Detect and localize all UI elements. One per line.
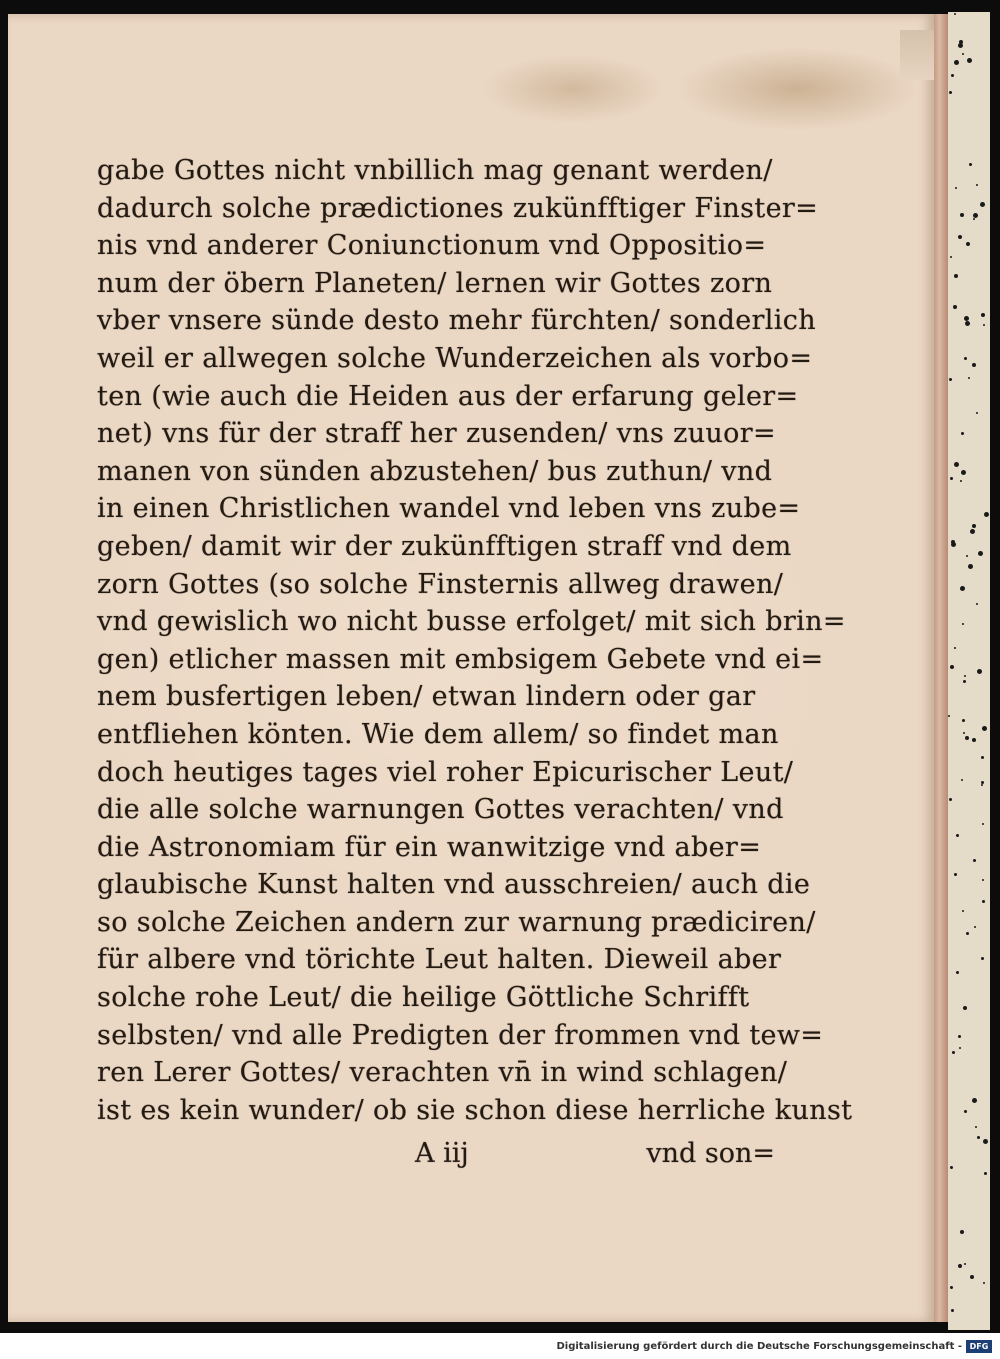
speck [954,274,958,278]
funding-credit: Digitalisierung gefördert durch die Deutsche Forschungsgemeinschaft - [556,1341,962,1352]
text-line: zorn Gottes (so solche Finsternis allweg drawen/ [97,568,784,600]
speck [981,756,984,759]
text-line: nem busfertigen leben/ etwan lindern oder gar [97,681,756,713]
speck [976,412,978,414]
speck [958,1264,962,1268]
text-line: ren Lerer Gottes/ verachten vn̄ in wind schlagen/ [97,1057,788,1089]
speck [968,377,970,379]
speck [954,647,956,649]
speck [960,213,964,217]
speck [954,60,959,65]
speck [950,1166,953,1169]
page-fold [900,30,934,80]
speck [954,13,956,15]
speck [975,1126,977,1128]
text-line: in einen Christlichen wandel vnd leben vns zube= [97,493,801,525]
speck [948,715,950,717]
speck [964,675,966,677]
speck [960,586,965,591]
speck [981,784,983,786]
speck [974,926,976,928]
speck [961,432,964,435]
speck [961,779,963,781]
ruler-strip [948,12,990,1330]
text-line: vnd gewislich wo nicht busse erfolget/ mit sich brin= [97,606,846,638]
speck [961,470,966,475]
text-line: entfliehen könten. Wie dem allem/ so findet man [97,718,779,750]
text-line: die Astronomiam für ein wanwitzige vnd aber= [97,831,762,863]
speck [952,1051,955,1054]
body-text [97,152,853,1129]
speck [950,665,954,669]
speck [972,524,976,528]
text-line: net) vns für der straff her zusenden/ vns zuuor= [97,418,777,450]
speck [966,555,968,557]
speck [950,1286,953,1289]
text-line: num der öbern Planeten/ lernen wir Gottes zorn [97,267,773,299]
speck [962,910,964,912]
page-foot [97,1134,797,1174]
speck [964,1263,966,1265]
text-line: selbsten/ vnd alle Predigten der frommen vnd tew= [97,1019,824,1051]
speck [959,40,963,44]
text-line: solche rohe Leut/ die heilige Göttliche Schrifft [97,982,750,1014]
dfg-logo-icon: DFG [966,1340,992,1353]
speck [973,218,975,220]
text-line: doch heutiges tages viel roher Epicurischer Leut/ [97,756,794,788]
speck [958,1035,961,1038]
text-line: glaubische Kunst halten vnd ausschreien/ auch die [97,869,811,901]
speck [982,900,985,903]
speck [959,1047,961,1049]
catchword: vnd son= [646,1138,775,1169]
text-line: ist es kein wunder/ ob sie schon diese herrliche kunst [97,1094,853,1126]
speck [949,91,952,94]
speck [965,321,970,326]
speck [981,313,985,317]
speck [982,823,984,825]
speck [970,1275,974,1279]
speck [950,477,953,480]
speck [960,480,962,482]
speck [950,256,952,258]
text-line: für albere vnd törichte Leut halten. Dieweil aber [97,944,782,976]
speck [967,58,972,63]
speck [969,163,972,166]
speck [956,971,959,974]
speck [973,213,978,218]
speck [949,378,952,381]
text-line: nis vnd anderer Coniunctionum vnd Oppositio= [97,230,767,262]
speck [963,680,966,683]
speck [962,53,964,55]
signature-mark: A iij [415,1138,469,1169]
text-line: manen von sünden abzustehen/ bus zuthun/ vnd [97,455,773,487]
speck [983,1139,988,1144]
speck [956,834,959,837]
speck [962,719,965,722]
speck [972,1098,977,1103]
text-line: die alle solche warnungen Gottes verachten/ vnd [97,794,784,826]
speck [964,1110,967,1113]
speck [977,1136,980,1139]
text-line: weil er allwegen solche Wunderzeichen als vorbo= [97,342,813,374]
speck [982,726,987,731]
speck [968,564,973,569]
speck [978,551,983,556]
speck [963,732,965,734]
speck [983,324,985,326]
speck [954,462,959,467]
speck [976,603,978,605]
speck [973,859,976,862]
speck [976,184,978,186]
speck [962,623,964,625]
text-line: dadurch solche prædictiones zukünfftiger Finster= [97,192,819,224]
speck [951,542,956,547]
speck [981,781,984,784]
speck [958,235,962,239]
speck [966,242,970,246]
speck [972,738,976,742]
text-line: gen) etlicher massen mit embsigem Gebete vnd ei= [97,643,824,675]
speck [977,669,982,674]
speck [983,1282,985,1284]
speck [965,736,969,740]
text-line: vber vnsere sünde desto mehr fürchten/ sonderlich [97,305,816,337]
speck [951,1309,954,1312]
speck [960,1230,964,1234]
speck [954,873,957,876]
speck [963,1006,967,1010]
speck [984,512,989,517]
speck [972,363,976,367]
speck [980,202,985,207]
speck [982,879,984,881]
footer-bar [0,1333,1000,1359]
text-line: so solche Zeichen andern zur warnung prædiciren/ [97,906,816,938]
text-line: gabe Gottes nicht vnbillich mag genant werden/ [97,155,773,186]
speck [953,305,957,309]
speck [970,529,975,534]
speck [984,1172,987,1175]
speck [964,357,967,360]
text-line: ten (wie auch die Heiden aus der erfarung geler= [97,380,799,412]
page-edge [934,14,948,1322]
speck [951,74,954,77]
speck [955,187,957,189]
text-line: geben/ damit wir der zukünfftigen straff vnd dem [97,530,792,562]
speck [981,957,984,960]
speck [966,932,969,935]
speck [949,798,952,801]
